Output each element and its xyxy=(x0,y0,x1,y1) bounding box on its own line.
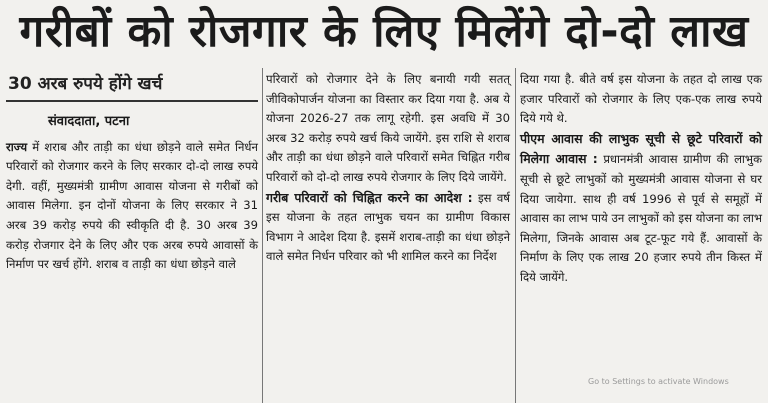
column-2-body: इस वर्ष इस योजना के तहत लाभुक चयन का ग्रामीण विकास विभाग ने आदेश दिया है. इसमें शराब-ताड़ी का धंधा छोड़ने वाले समेत निर्धन परिवार को भी शामिल करने का निर्देश xyxy=(266,190,510,264)
section-subheading: गरीब परिवारों को चिह्नित करने का आदेश : xyxy=(266,189,473,205)
article-column-1 xyxy=(6,66,258,275)
column-2-paragraph-2 xyxy=(266,188,510,267)
section-subheading: पीएम आवास की लाभुक सूची से छूटे परिवारों को मिलेगा आवास : xyxy=(520,130,762,167)
column-divider xyxy=(262,68,263,403)
column-1-text xyxy=(6,138,258,275)
column-3-body: प्रधानमंत्री आवास ग्रामीण की लाभुक सूची से छूटे लाभुकों को मुख्यमंत्री आवास योजना से घर दिया जायेगा. साथ ही वर्ष 1996 से पूर्व से समूहों में आवास का लाभ पाये उन लाभुकों को इस योजना का लाभ मिलेगा, जिनके आवास अब टूट-फूट गये हैं. आवासों के निर्माण के लिए एक लाख 20 हजार रुपये तीन किस्त में दिये जायेंगे. xyxy=(520,152,762,284)
windows-activation-watermark: Go to Settings to activate Windows xyxy=(588,377,729,386)
article-subheadline: 30 अरब रुपये होंगे खर्च xyxy=(8,74,163,94)
column-divider xyxy=(515,68,516,403)
article-headline: गरीबों को रोजगार के लिए मिलेंगे दो-दो लाख xyxy=(19,6,749,57)
column-1-body: में शराब और ताड़ी का धंधा छोड़ने वाले समेत निर्धन परिवारों को रोजगार करने के लिए सरकार दो-दो लाख रुपये देगी. वहीं, मुख्यमंत्री ग्रामीण आवास योजना से गरीबों को आवास मिलेगा. इन दोनों योजना के लिए सरकार ने 31 अरब 39 करोड़ रुपये की स्वीकृति दी है. 30 अरब 39 करोड़ रोजगार देने के लिए और एक अरब रुपये आवासों के निर्माण पर खर्च होंगे. शराब व ताड़ी का धंधा छोड़ने वाले xyxy=(6,139,258,272)
column-3-paragraph-1: दिया गया है. बीते वर्ष इस योजना के तहत दो लाख एक हजार परिवारों को रोजगार के लिए एक-एक लाख रुपये दिये गये थे. xyxy=(520,72,762,126)
byline: संवाददाता, पटना xyxy=(48,114,130,129)
lead-word: राज्य xyxy=(6,139,28,154)
subhead-rule xyxy=(6,100,258,102)
column-2-paragraph-1: परिवारों को रोजगार देने के लिए बनायी गयी सतत् जीविकोपार्जन योजना का विस्तार कर दिया गया है. अब ये योजना 2026-27 तक लागू रहेगी. इस अवधि में 30 अरब 32 करोड़ रुपये खर्च किये जायेंगे. इस राशि से शराब और ताड़ी का धंधा छोड़ने वाले परिवारों समेत चिह्नित गरीब परिवारों को दो-दो लाख रुपये रोजगार के लिए दिये जायेंगे. xyxy=(266,72,510,184)
article-column-2 xyxy=(266,70,510,267)
article-column-3 xyxy=(520,70,762,288)
column-3-paragraph-2 xyxy=(520,129,762,288)
